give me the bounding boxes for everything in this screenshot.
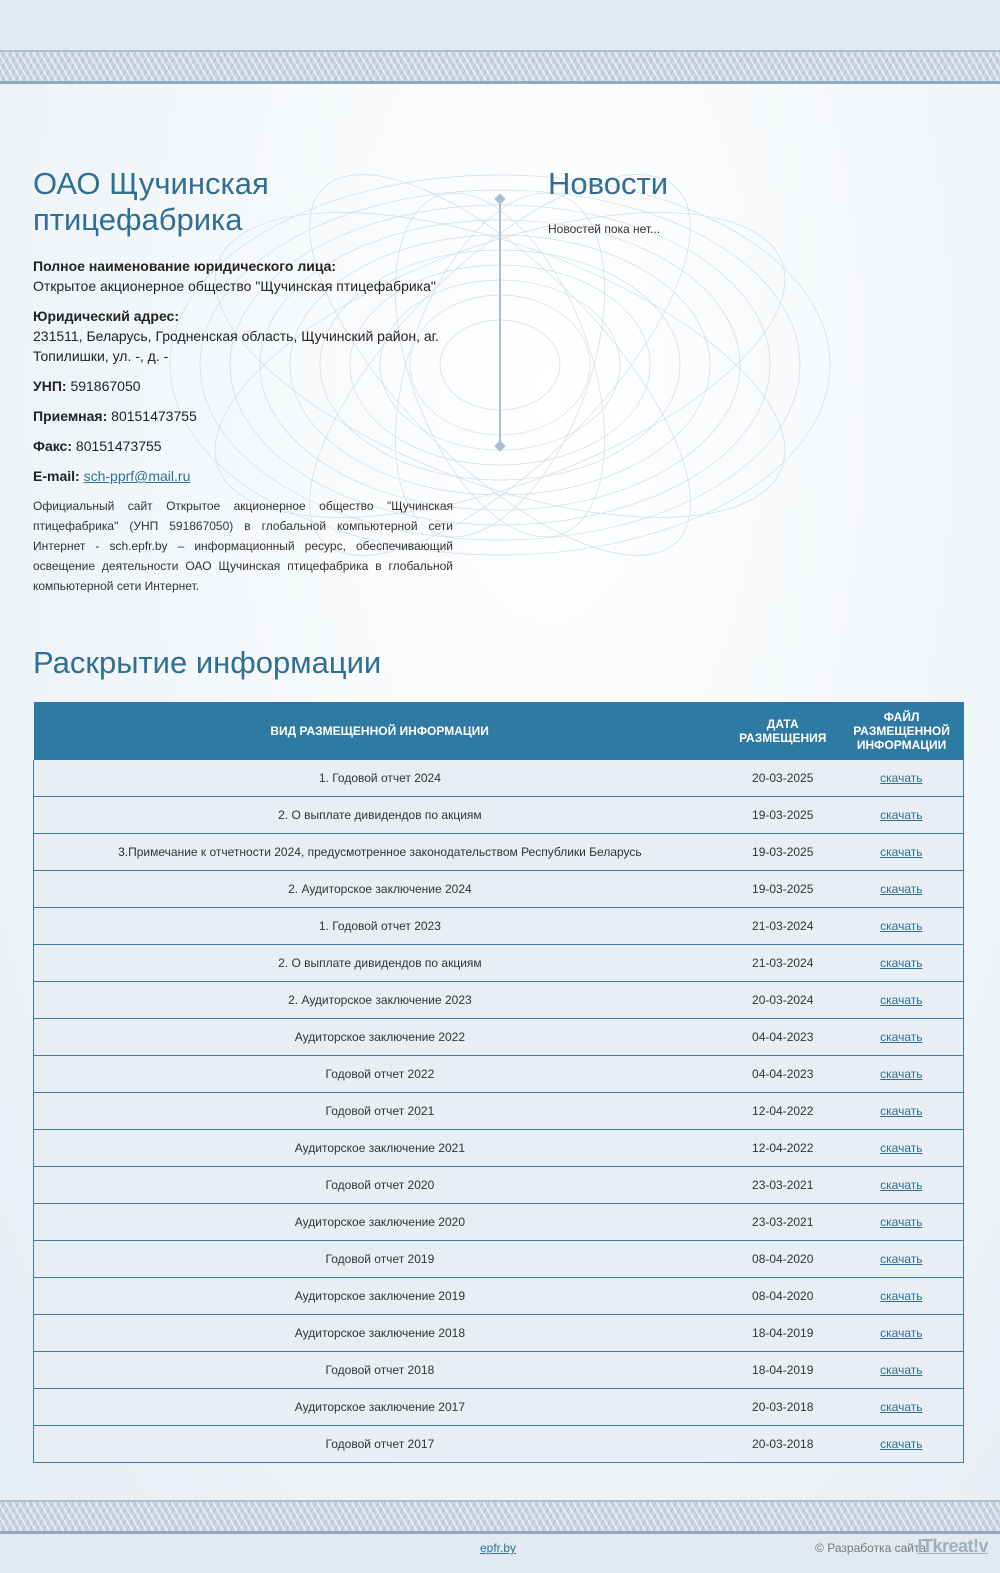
doc-date: 08-04-2020 <box>726 1278 840 1315</box>
doc-file-cell <box>840 797 964 834</box>
doc-date: 18-04-2019 <box>726 1315 840 1352</box>
doc-file-cell <box>840 1093 964 1130</box>
download-link[interactable]: скачать <box>880 919 923 933</box>
download-link[interactable]: скачать <box>880 1030 923 1044</box>
doc-type: 2. Аудиторское заключение 2024 <box>34 871 726 908</box>
doc-type: 2. О выплате дивидендов по акциям <box>34 797 726 834</box>
doc-file-cell <box>840 1315 964 1352</box>
disclosure-title: Раскрытие информации <box>33 645 382 680</box>
doc-file-cell <box>840 760 964 797</box>
doc-file-cell <box>840 1278 964 1315</box>
doc-file-cell <box>840 1056 964 1093</box>
column-divider <box>499 195 501 450</box>
table-row <box>34 945 964 982</box>
doc-file-cell <box>840 945 964 982</box>
doc-type: Годовой отчет 2020 <box>34 1167 726 1204</box>
doc-date: 20-03-2025 <box>726 760 840 797</box>
doc-file-cell <box>840 908 964 945</box>
download-link[interactable]: скачать <box>880 1326 923 1340</box>
download-link[interactable]: скачать <box>880 1104 923 1118</box>
download-link[interactable]: скачать <box>880 956 923 970</box>
footer-credit: © Разработка сайта <box>815 1541 926 1555</box>
news-section <box>548 166 968 236</box>
top-band <box>0 0 1000 50</box>
doc-type: 2. Аудиторское заключение 2023 <box>34 982 726 1019</box>
download-link[interactable]: скачать <box>880 845 923 859</box>
doc-type: 1. Годовой отчет 2023 <box>34 908 726 945</box>
download-link[interactable]: скачать <box>880 1067 923 1081</box>
doc-type: Аудиторское заключение 2017 <box>34 1389 726 1426</box>
doc-type: Годовой отчет 2022 <box>34 1056 726 1093</box>
download-link[interactable]: скачать <box>880 1400 923 1414</box>
official-site-description: Официальный сайт Открытое акционерное общество "Щучинская птицефабрика" (УНП 591867050) в глобальной компьютерной сети Интернет - sch.epfr.by – информационный ресурс, обеспечивающий освещение деятельности ОАО Щучинская птицефабрика в глобальной компьютерной сети Интернет. <box>33 499 453 593</box>
fax-label: Факс: <box>33 438 73 454</box>
doc-file-cell <box>840 1167 964 1204</box>
download-link[interactable]: скачать <box>880 1178 923 1192</box>
doc-date: 23-03-2021 <box>726 1204 840 1241</box>
address-label: Юридический адрес: <box>33 308 179 324</box>
header-file: ФАЙЛ РАЗМЕЩЕННОЙ ИНФОРМАЦИИ <box>840 702 964 760</box>
table-row <box>34 871 964 908</box>
download-link[interactable]: скачать <box>880 1215 923 1229</box>
email-row <box>33 466 453 486</box>
address-value: 231511, Беларусь, Гродненская область, Щучинский район, аг. Топилишки, ул. -, д. - <box>33 328 439 364</box>
footer-site-link[interactable]: epfr.by <box>480 1541 517 1555</box>
unp-label: УНП: <box>33 378 67 394</box>
footer <box>0 1534 1000 1573</box>
news-empty-message: Новостей пока нет... <box>548 222 661 236</box>
doc-type: Аудиторское заключение 2021 <box>34 1130 726 1167</box>
email-label: E-mail: <box>33 468 80 484</box>
doc-type: Аудиторское заключение 2019 <box>34 1278 726 1315</box>
table-row <box>34 1167 964 1204</box>
full-name-value: Открытое акционерное общество "Щучинская птицефабрика" <box>33 278 436 294</box>
decorative-border-top <box>0 50 1000 84</box>
header-date: ДАТА РАЗМЕЩЕНИЯ <box>726 702 840 760</box>
table-body <box>34 760 964 1463</box>
doc-date: 20-03-2024 <box>726 982 840 1019</box>
decorative-border-bottom <box>0 1500 1000 1534</box>
full-name-label: Полное наименование юридического лица: <box>33 258 337 274</box>
doc-type: 2. О выплате дивидендов по акциям <box>34 945 726 982</box>
doc-date: 19-03-2025 <box>726 871 840 908</box>
fax-value: 80151473755 <box>75 438 162 454</box>
full-name-row <box>33 256 453 296</box>
doc-date: 12-04-2022 <box>726 1130 840 1167</box>
doc-file-cell <box>840 1241 964 1278</box>
table-row <box>34 1426 964 1463</box>
developer-logo[interactable]: ITkreat!v <box>917 1536 988 1556</box>
doc-date: 21-03-2024 <box>726 908 840 945</box>
reception-label: Приемная: <box>33 408 108 424</box>
doc-file-cell <box>840 982 964 1019</box>
table-row <box>34 1019 964 1056</box>
reception-value: 80151473755 <box>111 408 197 424</box>
doc-file-cell <box>840 1389 964 1426</box>
company-title: ОАО Щучинская птицефабрика <box>33 166 269 237</box>
doc-file-cell <box>840 834 964 871</box>
doc-type: Аудиторское заключение 2022 <box>34 1019 726 1056</box>
table-row <box>34 1204 964 1241</box>
table-row <box>34 760 964 797</box>
table-row <box>34 834 964 871</box>
header-info-type: ВИД РАЗМЕЩЕННОЙ ИНФОРМАЦИИ <box>34 702 726 760</box>
table-header-row <box>34 702 964 760</box>
doc-date: 18-04-2019 <box>726 1352 840 1389</box>
address-row <box>33 306 453 366</box>
doc-type: Годовой отчет 2018 <box>34 1352 726 1389</box>
table-row <box>34 1315 964 1352</box>
doc-date: 04-04-2023 <box>726 1019 840 1056</box>
table-row <box>34 1241 964 1278</box>
download-link[interactable]: скачать <box>880 1252 923 1266</box>
table-row <box>34 1352 964 1389</box>
doc-date: 04-04-2023 <box>726 1056 840 1093</box>
doc-date: 19-03-2025 <box>726 797 840 834</box>
doc-file-cell <box>840 1426 964 1463</box>
unp-value: 591867050 <box>70 378 141 394</box>
table-row <box>34 1093 964 1130</box>
download-link[interactable]: скачать <box>880 993 923 1007</box>
unp-row <box>33 376 453 396</box>
doc-date: 20-03-2018 <box>726 1426 840 1463</box>
table-row <box>34 797 964 834</box>
download-link[interactable]: скачать <box>880 771 923 785</box>
doc-type: Годовой отчет 2017 <box>34 1426 726 1463</box>
doc-date: 08-04-2020 <box>726 1241 840 1278</box>
doc-date: 21-03-2024 <box>726 945 840 982</box>
doc-type: 3.Примечание к отчетности 2024, предусмотренное законодательством Республики Беларусь <box>34 834 726 871</box>
doc-type: Годовой отчет 2019 <box>34 1241 726 1278</box>
disclosure-table <box>33 702 964 1463</box>
table-row <box>34 1389 964 1426</box>
doc-file-cell <box>840 1019 964 1056</box>
doc-date: 19-03-2025 <box>726 834 840 871</box>
news-title: Новости <box>548 166 669 201</box>
doc-file-cell <box>840 1352 964 1389</box>
doc-date: 20-03-2018 <box>726 1389 840 1426</box>
doc-type: 1. Годовой отчет 2024 <box>34 760 726 797</box>
doc-date: 12-04-2022 <box>726 1093 840 1130</box>
table-row <box>34 908 964 945</box>
doc-type: Годовой отчет 2021 <box>34 1093 726 1130</box>
doc-date: 23-03-2021 <box>726 1167 840 1204</box>
reception-row <box>33 406 453 426</box>
download-link[interactable]: скачать <box>880 1437 923 1451</box>
download-link[interactable]: скачать <box>880 1363 923 1377</box>
company-details <box>33 256 453 486</box>
doc-type: Аудиторское заключение 2020 <box>34 1204 726 1241</box>
fax-row <box>33 436 453 456</box>
doc-file-cell <box>840 871 964 908</box>
download-link[interactable]: скачать <box>880 1289 923 1303</box>
email-link[interactable]: sch-pprf@mail.ru <box>83 468 191 484</box>
download-link[interactable]: скачать <box>880 1141 923 1155</box>
doc-file-cell <box>840 1204 964 1241</box>
download-link[interactable]: скачать <box>880 808 923 822</box>
table-row <box>34 1130 964 1167</box>
table-row <box>34 1278 964 1315</box>
table-row <box>34 1056 964 1093</box>
download-link[interactable]: скачать <box>880 882 923 896</box>
doc-type: Аудиторское заключение 2018 <box>34 1315 726 1352</box>
company-info <box>33 166 453 596</box>
doc-file-cell <box>840 1130 964 1167</box>
table-row <box>34 982 964 1019</box>
